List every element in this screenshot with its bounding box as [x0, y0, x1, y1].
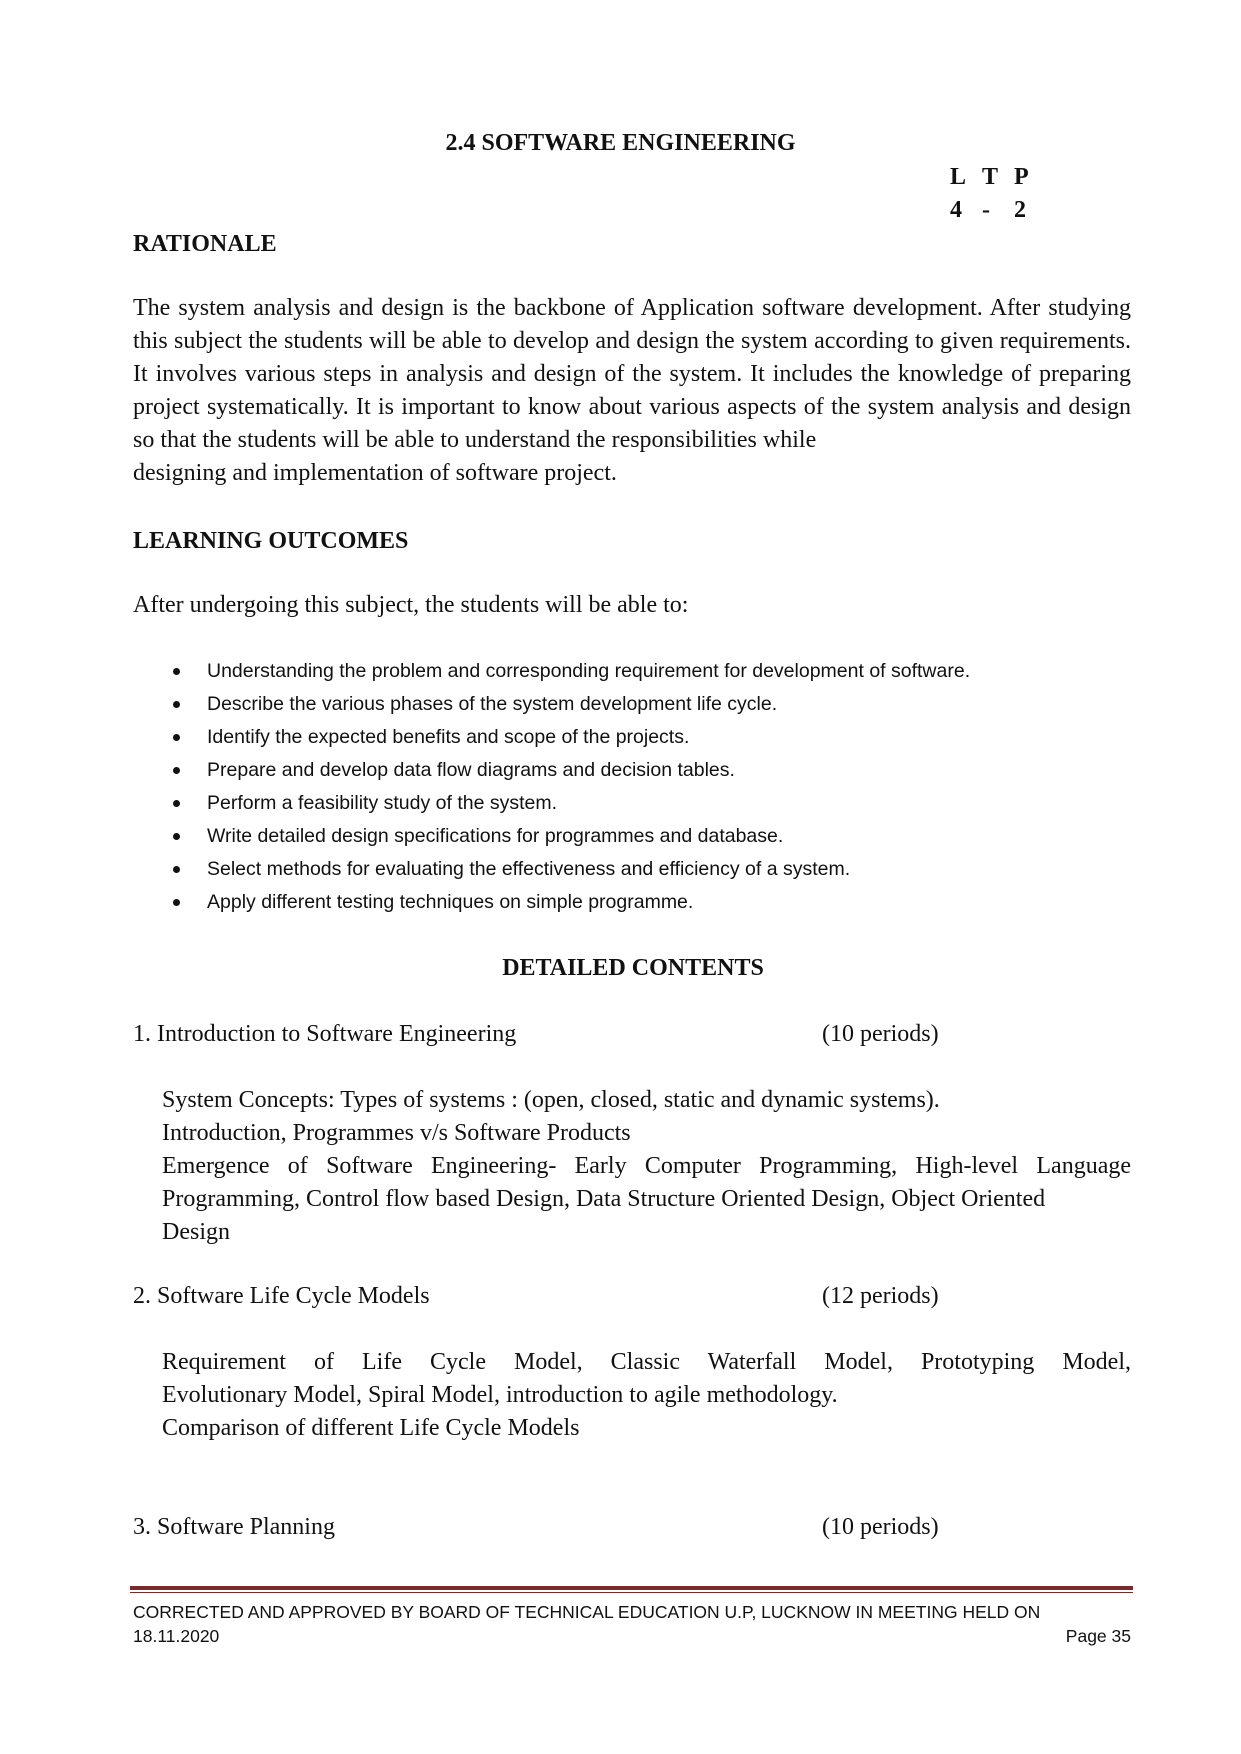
list-item — [133, 853, 1133, 886]
detailed-contents-heading: DETAILED CONTENTS — [502, 955, 764, 981]
list-item — [133, 655, 1133, 688]
list-item — [133, 754, 1133, 787]
list-item-text: Perform a feasibility study of the system. — [207, 792, 558, 814]
ltp-header-t: T — [982, 164, 999, 190]
unit-1-paragraph-last: Design — [162, 1219, 230, 1245]
bullet-icon — [173, 866, 180, 873]
ltp-header-l: L — [950, 164, 967, 190]
page-number: Page 35 — [1065, 1626, 1131, 1646]
list-item-text: Identify the expected benefits and scope of the projects. — [207, 726, 690, 748]
learning-outcomes-list — [133, 655, 1133, 919]
unit-1-title: 1. Introduction to Software Engineering — [133, 1021, 517, 1047]
ltp-header — [950, 162, 1070, 192]
bullet-icon — [173, 833, 180, 840]
document-title: 2.4 SOFTWARE ENGINEERING — [445, 130, 796, 156]
ltp-value-t: - — [982, 197, 990, 223]
rationale-heading: RATIONALE — [133, 231, 277, 257]
bullet-icon — [173, 734, 180, 741]
list-item — [133, 787, 1133, 820]
unit-2-line-2: Comparison of different Life Cycle Models — [162, 1415, 580, 1441]
footer-rule-thin — [130, 1592, 1133, 1593]
unit-3-title: 3. Software Planning — [133, 1514, 335, 1540]
learning-outcomes-heading: LEARNING OUTCOMES — [133, 528, 409, 554]
list-item-text: Write detailed design specifications for programmes and database. — [207, 825, 784, 847]
footer-date: 18.11.2020 — [133, 1626, 220, 1646]
rationale-last-line: designing and implementation of software project. — [133, 460, 617, 486]
unit-1-paragraph: Emergence of Software Engineering- Early Computer Programming, High-level Language Programming, Control flow based Design, Data Structure Oriented Design, Object Oriented — [162, 1153, 1131, 1212]
list-item-text: Prepare and develop data flow diagrams and decision tables. — [207, 759, 735, 781]
unit-2-line-1: Evolutionary Model, Spiral Model, introduction to agile methodology. — [162, 1382, 838, 1408]
unit-2-paragraph: Requirement of Life Cycle Model, Classic Waterfall Model, Prototyping Model, — [162, 1349, 1131, 1375]
unit-1-periods: (10 periods) — [822, 1021, 939, 1047]
list-item-text: Describe the various phases of the system development life cycle. — [207, 693, 778, 715]
learning-outcomes-intro: After undergoing this subject, the students will be able to: — [133, 592, 689, 618]
bullet-icon — [173, 899, 180, 906]
ltp-header-p: P — [1014, 164, 1029, 190]
unit-2-title: 2. Software Life Cycle Models — [133, 1283, 430, 1309]
rationale-body: The system analysis and design is the backbone of Application software development. After studying this subject the students will be able to develop and design the system according to given requirements. It involves various steps in analysis and design of the system. It includes the knowledge of preparing project systematically. It is important to know about various aspects of the system analysis and design so that the students will be able to understand the responsibilities while — [133, 295, 1131, 453]
list-item — [133, 886, 1133, 919]
ltp-value-l: 4 — [950, 197, 962, 223]
list-item — [133, 820, 1133, 853]
unit-2-periods: (12 periods) — [822, 1283, 939, 1309]
unit-3-periods: (10 periods) — [822, 1514, 939, 1540]
list-item-text: Apply different testing techniques on simple programme. — [207, 891, 694, 913]
ltp-values — [950, 195, 1070, 225]
list-item-text: Understanding the problem and corresponding requirement for development of software. — [207, 660, 971, 682]
footer-rule-thick — [130, 1586, 1133, 1590]
list-item — [133, 688, 1133, 721]
rationale-paragraph — [133, 292, 1131, 490]
unit-1-line-2: Introduction, Programmes v/s Software Products — [162, 1120, 631, 1146]
unit-1-content — [162, 1084, 1131, 1249]
unit-1-line-1: System Concepts: Types of systems : (open, closed, static and dynamic systems). — [162, 1087, 940, 1113]
bullet-icon — [173, 767, 180, 774]
bullet-icon — [173, 668, 180, 675]
list-item — [133, 721, 1133, 754]
footer-approval-line: CORRECTED AND APPROVED BY BOARD OF TECHNICAL EDUCATION U.P, LUCKNOW IN MEETING HELD ON — [133, 1602, 1041, 1622]
bullet-icon — [173, 800, 180, 807]
list-item-text: Select methods for evaluating the effectiveness and efficiency of a system. — [207, 858, 851, 880]
unit-2-content — [162, 1346, 1131, 1445]
bullet-icon — [173, 701, 180, 708]
ltp-value-p: 2 — [1014, 197, 1026, 223]
